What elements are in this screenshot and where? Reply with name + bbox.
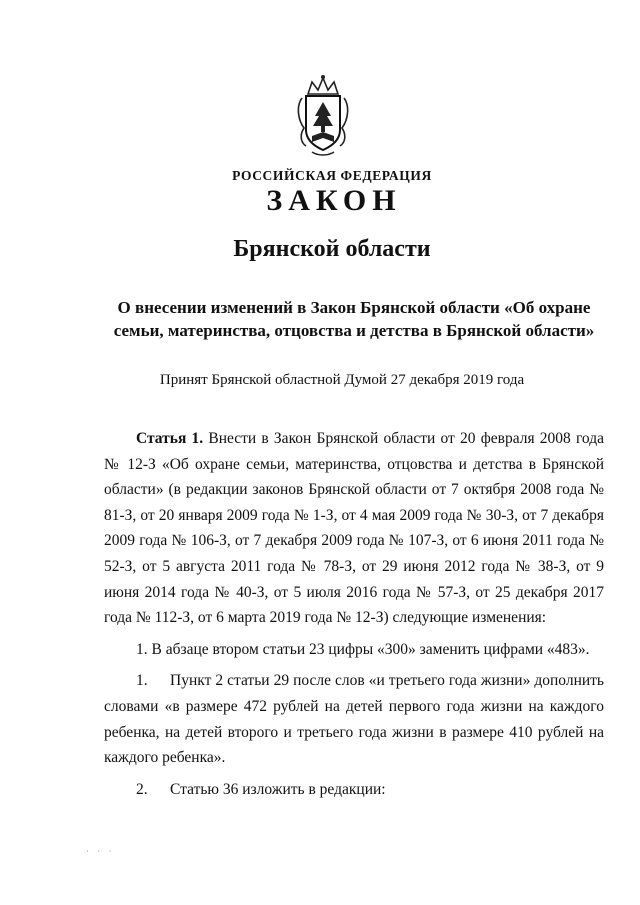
adoption-note: Принят Брянской областной Думой 27 декабря 2019 года xyxy=(159,372,525,388)
amendment-item xyxy=(104,777,604,803)
scan-marks: · · · xyxy=(86,846,115,856)
item-number: 1. xyxy=(136,672,148,690)
amendment-item xyxy=(104,668,604,770)
article-label: Статья 1. xyxy=(136,430,204,447)
article-1 xyxy=(104,426,604,631)
document-type: ЗАКОН xyxy=(266,184,402,217)
region-heading: Брянской области xyxy=(233,236,431,262)
article-text: Внести в Закон Брянской области от 20 февраля 2008 года № 12-З «Об охране семьи, материнства, отцовства и детства в Брянской области» (в редакции законов Брянской области от 7 октября 2008 года № 81-З, от 20 января 2009 года № 1-З, от 4 мая 2009 года № 30-З, от 7 декабря 2009 года № 106-З, от 7 декабря 2009 года № 107-З, от 6 июня 2011 года № 52-З, от 5 августа 2011 года № 78-З, от 29 июня 2012 года № 38-З, от 9 июня 2014 года № 40-З, от 5 июля 2016 года № 57-З, от 25 декабря 2017 года № 112-З, от 6 марта 2019 года № 12-З) следующие изменения: xyxy=(104,430,605,627)
item-text: Пункт 2 статьи 29 после слов «и третьего года жизни» дополнить словами «в размере 472 рублей на детей первого года жизни на каждого ребенка, на детей второго и третьего года жизни в размере 410 рублей на каждого ребенка». xyxy=(104,672,604,767)
item-text: 1. В абзаце втором статьи 23 цифры «300» заменить цифрами «483». xyxy=(136,640,590,658)
item-number: 2. xyxy=(136,780,148,798)
country-heading: РОССИЙСКАЯ ФЕДЕРАЦИЯ xyxy=(232,168,432,183)
coat-of-arms-icon xyxy=(292,72,354,156)
law-title: О внесении изменений в Закон Брянской области «Об охране семьи, материнства, отцовства и детства в Брянской области» xyxy=(113,298,595,340)
item-text: Статью 36 изложить в редакции: xyxy=(170,780,386,798)
law-body xyxy=(104,426,604,802)
amendment-item xyxy=(104,637,604,663)
